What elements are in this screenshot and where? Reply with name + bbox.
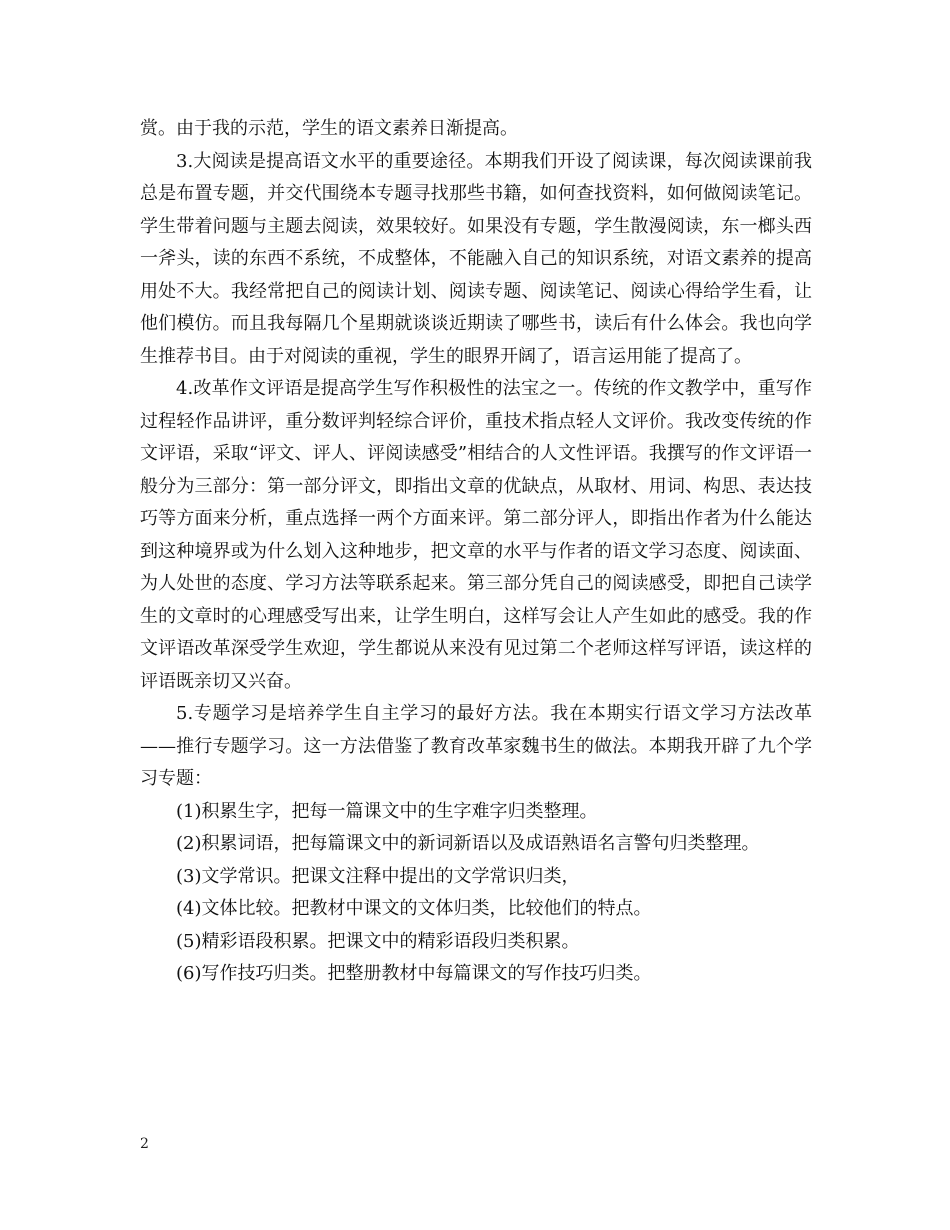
- list-item: (3)文学常识。把课文注释中提出的文学常识归类，: [176, 865, 580, 887]
- list-item: (1)积累生字，把每一篇课文中的生字难字归类整理。: [176, 800, 598, 822]
- list-item: (6)写作技巧归类。把整册教材中每篇课文的写作技巧归类。: [176, 963, 652, 984]
- body-text: [140, 113, 812, 991]
- paragraph-composition-comments: 4.改革作文评语是提高学生写作积极性的法宝之一。传统的作文教学中，重写作过程轻作品讲评，重分数评判轻综合评价，重技术指点轻人文评价。我改变传统的作文评语，采取“评文、评人、评阅读感受”相结合的人文性评语。我撰写的作文评语一般分为三部分：第一部分评文，即指出文章的优缺点，从取材、用词、构思、表达技巧等方面来分析，重点选择一两个方面来评。第二部分评人，即指出作者为什么能达到这种境界或为什么划入这种地步，把文章的水平与作者的语文学习态度、阅读面、为人处世的态度、学习方法等联系起来。第三部分凭自己的阅读感受，即把自己读学生的文章时的心理感受写出来，让学生明白，这样写会让人产生如此的感受。我的作文评语改革深受学生欢迎，学生都说从来没有见过第二个老师这样写评语，读这样的评语既亲切又兴奋。: [140, 378, 812, 692]
- paragraph-continuation: 赏。由于我的示范，学生的语文素养日渐提高。: [140, 118, 518, 139]
- paragraph-topic-study: 5.专题学习是培养学生自主学习的最好方法。我在本期实行语文学习方法改革——推行专题学习。这一方法借鉴了教育改革家魏书生的做法。本期我开辟了九个学习专题：: [140, 703, 812, 789]
- list-item: (2)积累词语，把每篇课文中的新词新语以及成语熟语名言警句归类整理。: [176, 833, 760, 854]
- list-item: (5)精彩语段积累。把课文中的精彩语段归类积累。: [176, 930, 580, 952]
- page-number: 2: [140, 1136, 149, 1152]
- list-item: (4)文体比较。把教材中课文的文体归类，比较他们的特点。: [176, 898, 652, 919]
- paragraph-reading: 3.大阅读是提高语文水平的重要途径。本期我们开设了阅读课，每次阅读课前我总是布置专题，并交代围绕本专题寻找那些书籍，如何查找资料，如何做阅读笔记。学生带着问题与主题去阅读，效果较好。如果没有专题，学生散漫阅读，东一榔头西一斧头，读的东西不系统，不成整体，不能融入自己的知识系统，对语文素养的提高用处不大。我经常把自己的阅读计划、阅读专题、阅读笔记、阅读心得给学生看，让他们模仿。而且我每隔几个星期就谈谈近期读了哪些书，读后有什么体会。我也向学生推荐书目。由于对阅读的重视，学生的眼界开阔了，语言运用能了提高了。: [140, 150, 812, 367]
